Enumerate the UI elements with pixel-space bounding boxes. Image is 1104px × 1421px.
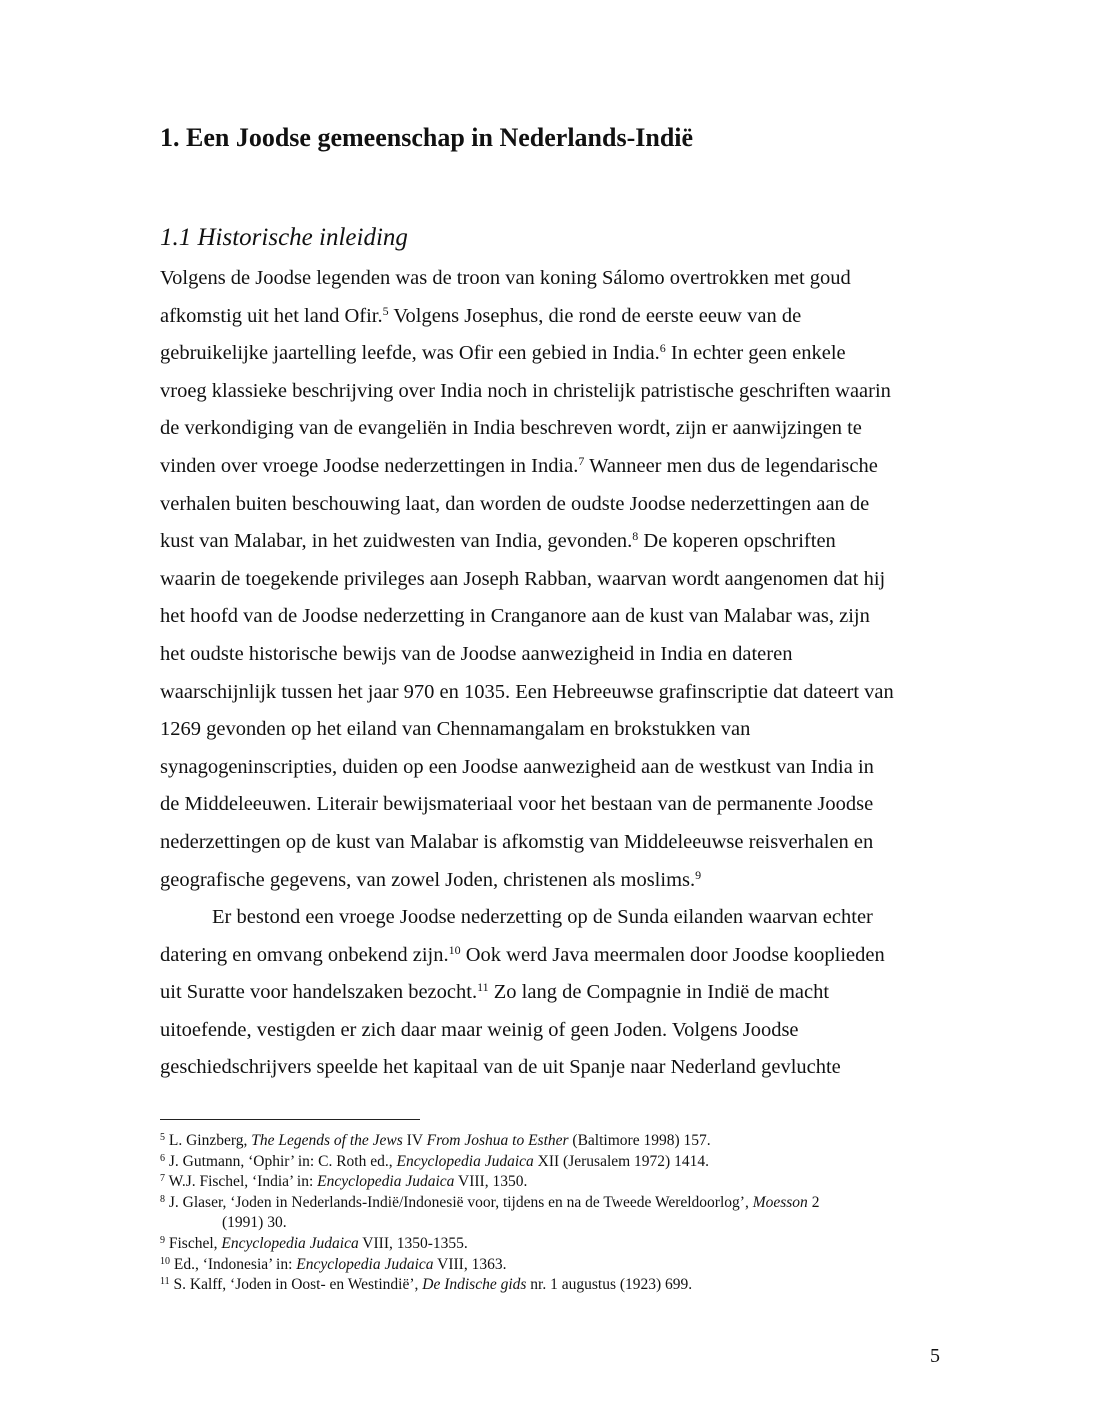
text-line: gebruikelijke jaartelling leefde, was Ofir een gebied in India.$^6$ In echter geen enkele	[160, 341, 846, 365]
footnote-ref[interactable]: 11	[477, 980, 489, 995]
footnote-ref[interactable]: 6	[659, 341, 666, 356]
footnote-text: VIII, 1350-1355.	[358, 1234, 468, 1252]
text-line: het oudste historische bewijs van de Joodse aanwezigheid in India en dateren	[160, 642, 793, 665]
text-line: geografische gegevens, van zowel Joden, christenen als moslims.$^9$	[160, 867, 702, 891]
footnote-text: J. Glaser, ‘Joden in Nederlands-Indië/Indonesië voor, tijdens en na de Tweede Wereldoorlog’,	[168, 1193, 753, 1211]
footnote-separator	[160, 1119, 420, 1120]
footnote-title: Moesson	[752, 1193, 808, 1211]
footnote-text: W.J. Fischel, ‘India’ in:	[168, 1173, 318, 1191]
footnote-continuation: (1991) 30.	[222, 1214, 287, 1232]
footnote	[160, 1152, 960, 1173]
footnote	[160, 1172, 960, 1193]
footnote-title: De Indische gids	[422, 1276, 527, 1294]
text-line: Volgens de Joodse legenden was de troon van koning Sálomo overtrokken met goud	[160, 267, 851, 289]
footnote-ref[interactable]: 8	[632, 529, 639, 544]
footnote-number: 5	[160, 1132, 165, 1143]
text-line: Er bestond een vroege Joodse nederzetting op de Sunda eilanden waarvan echter	[212, 906, 873, 929]
page-number: 5	[930, 1345, 940, 1367]
footnote-ref[interactable]: 5	[382, 303, 389, 318]
text-line: de Middeleeuwen. Literair bewijsmateriaal voor het bestaan van de permanente Joodse	[160, 793, 874, 816]
footnote-text: L. Ginzberg,	[168, 1132, 252, 1149]
footnotes	[160, 1131, 960, 1296]
footnote-text: (Baltimore 1998) 157.	[568, 1132, 711, 1149]
footnote-title: Encyclopedia Judaica	[296, 1255, 434, 1273]
footnote	[160, 1193, 960, 1214]
footnote-ref[interactable]: 10	[448, 942, 461, 957]
footnote-text: Fischel,	[168, 1234, 222, 1252]
footnote	[160, 1131, 960, 1152]
chapter-title: 1. Een Joodse gemeenschap in Nederlands-Indië	[160, 123, 694, 152]
footnote-ref[interactable]: 9	[695, 867, 702, 882]
text-line: kust van Malabar, in het zuidwesten van India, gevonden.$^8$ De koperen opschriften	[160, 529, 836, 553]
text-line: datering en omvang onbekend zijn.$^{10}$ Ook werd Java meermalen door Joodse kooplieden	[160, 942, 885, 966]
footnote-text: Ed., ‘Indonesia’ in:	[173, 1255, 297, 1273]
footnote-text: IV	[402, 1132, 427, 1149]
footnote-title: Encyclopedia Judaica	[396, 1152, 534, 1170]
section-title: 1.1 Historische inleiding	[160, 224, 408, 251]
footnote-text: nr. 1 augustus (1923) 699.	[526, 1276, 693, 1294]
text-line: synagogeninscripties, duiden op een Joodse aanwezigheid aan de westkust van India in	[160, 755, 874, 778]
footnote-text: 2	[807, 1193, 820, 1211]
paragraph-1	[160, 260, 950, 899]
text-line: uitoefende, vestigden er zich daar maar weinig of geen Joden. Volgens Joodse	[160, 1018, 799, 1041]
footnote-text: VIII, 1363.	[433, 1255, 507, 1273]
footnote-title: From Joshua to Esther	[426, 1132, 569, 1149]
text-line: vinden over vroege Joodse nederzettingen in India.$^7$ Wanneer men dus de legendarische	[160, 453, 878, 477]
footnote-title: The Legends of the Jews	[251, 1132, 403, 1149]
text-line: de verkondiging van de evangeliën in India beschreven wordt, zijn er aanwijzingen te	[160, 417, 862, 440]
footnote-number: 9	[160, 1234, 165, 1246]
text-line: waarschijnlijk tussen het jaar 970 en 1035. Een Hebreeuwse grafinscriptie dat dateert van	[160, 680, 894, 703]
footnote-text: XII (Jerusalem 1972) 1414.	[533, 1152, 709, 1170]
text-line: vroeg klassieke beschrijving over India noch in christelijk patristische geschriften waarin	[160, 379, 891, 402]
text-line: nederzettingen op de kust van Malabar is afkomstig van Middeleeuwse reisverhalen en	[160, 830, 874, 853]
footnote-text: S. Kalff, ‘Joden in Oost- en Westindië’,	[173, 1276, 423, 1294]
text-line: 1269 gevonden op het eiland van Chennamangalam en brokstukken van	[160, 718, 751, 741]
footnote-ref[interactable]: 7	[578, 453, 585, 468]
footnote-number: 8	[160, 1193, 165, 1205]
paragraph-2	[160, 899, 950, 1087]
footnote-title: Encyclopedia Judaica	[221, 1234, 359, 1252]
footnote-text: J. Gutmann, ‘Ophir’ in: C. Roth ed.,	[168, 1152, 397, 1170]
text-line: het hoofd van de Joodse nederzetting in Cranganore aan de kust van Malabar was, zijn	[160, 605, 870, 628]
footnote	[160, 1234, 960, 1255]
footnote-text: VIII, 1350.	[454, 1173, 528, 1191]
text-line: waarin de toegekende privileges aan Joseph Rabban, waarvan wordt aangenomen dat hij	[160, 567, 886, 590]
text-line: geschiedschrijvers speelde het kapitaal van de uit Spanje naar Nederland gevluchte	[160, 1056, 841, 1079]
text-line: afkomstig uit het land Ofir.$^5$ Volgens Josephus, die rond de eerste eeuw van de	[160, 303, 802, 327]
text-line: uit Suratte voor handelszaken bezocht.$^{11}$ Zo lang de Compagnie in Indië de macht	[160, 980, 830, 1004]
footnote-number: 10	[160, 1255, 170, 1267]
footnote-number: 6	[160, 1152, 165, 1164]
footnote-number: 11	[160, 1276, 170, 1288]
text-line: verhalen buiten beschouwing laat, dan worden de oudste Joodse nederzettingen aan de	[160, 492, 870, 515]
footnote	[160, 1275, 960, 1296]
footnote	[160, 1255, 960, 1276]
footnote-title: Encyclopedia Judaica	[317, 1173, 455, 1191]
footnote-number: 7	[160, 1173, 165, 1185]
body-text	[160, 260, 950, 1087]
